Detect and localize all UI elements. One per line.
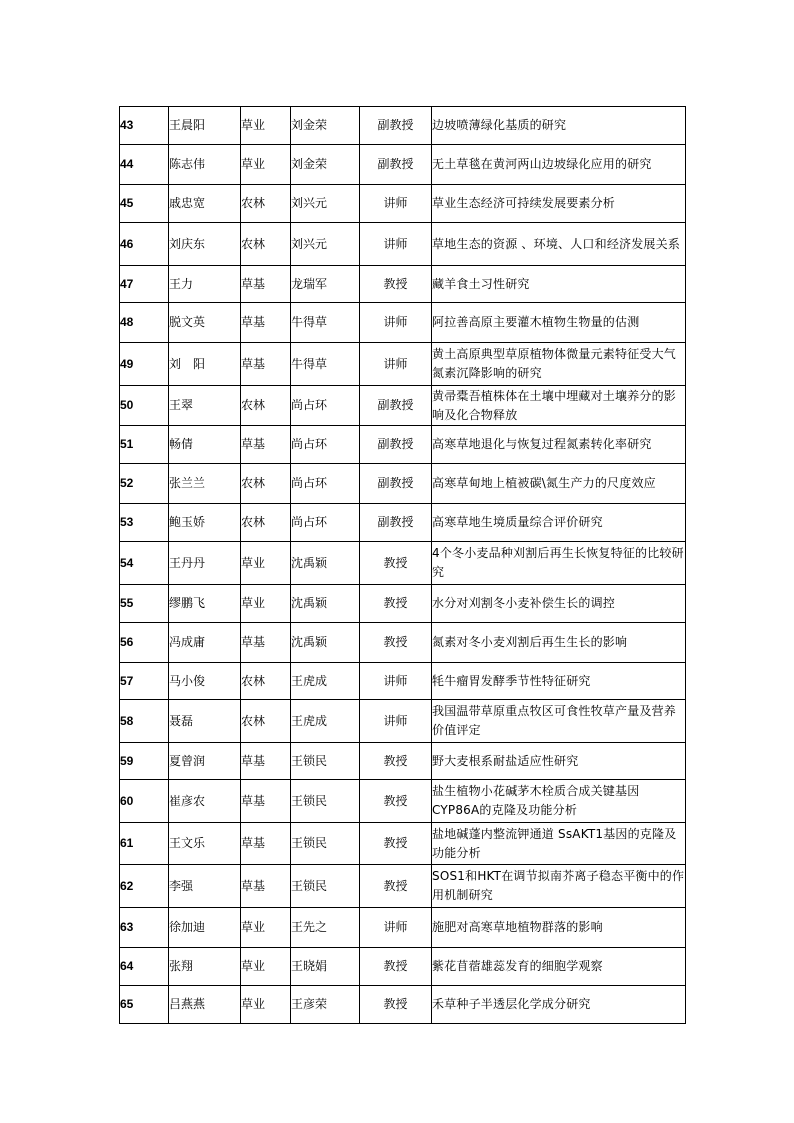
advisor-title: 副教授 — [360, 504, 432, 542]
table-row — [120, 542, 686, 585]
department: 草业 — [241, 908, 291, 948]
department: 草基 — [241, 623, 291, 663]
advisor-name: 刘金荣 — [291, 107, 360, 145]
thesis-topic: 盐地碱蓬内整流钾通道 SsAKT1基因的克隆及功能分析 — [432, 823, 686, 865]
advisor-name: 沈禹颖 — [291, 585, 360, 623]
thesis-topic: 黄土高原典型草原植物体微量元素特征受大气氮素沉降影响的研究 — [432, 343, 686, 386]
department: 草业 — [241, 107, 291, 145]
row-number: 59 — [120, 743, 169, 780]
row-number: 55 — [120, 585, 169, 623]
advisor-name: 沈禹颖 — [291, 623, 360, 663]
thesis-topic: 无土草毯在黄河两山边坡绿化应用的研究 — [432, 145, 686, 185]
student-name: 李强 — [169, 865, 241, 908]
advisor-title: 教授 — [360, 585, 432, 623]
advisor-name: 王先之 — [291, 908, 360, 948]
advisor-title: 教授 — [360, 542, 432, 585]
advisor-name: 牛得草 — [291, 303, 360, 343]
thesis-topic: 草地生态的资源 、环境、人口和经济发展关系 — [432, 223, 686, 266]
department: 草业 — [241, 986, 291, 1024]
thesis-topic: 牦牛瘤胃发酵季节性特征研究 — [432, 663, 686, 700]
student-name: 刘 阳 — [169, 343, 241, 386]
table-row — [120, 145, 686, 185]
advisor-name: 尚占环 — [291, 504, 360, 542]
advisor-title: 副教授 — [360, 426, 432, 464]
advisor-title: 讲师 — [360, 700, 432, 743]
thesis-topic: 紫花苜蓿雄蕊发育的细胞学观察 — [432, 948, 686, 986]
department: 草基 — [241, 743, 291, 780]
table-row — [120, 464, 686, 504]
advisor-name: 牛得草 — [291, 343, 360, 386]
table-row — [120, 623, 686, 663]
row-number: 48 — [120, 303, 169, 343]
advisor-name: 王锁民 — [291, 743, 360, 780]
advisor-name: 刘兴元 — [291, 185, 360, 223]
row-number: 54 — [120, 542, 169, 585]
advisor-title: 教授 — [360, 948, 432, 986]
advisor-title: 副教授 — [360, 464, 432, 504]
advisor-name: 沈禹颖 — [291, 542, 360, 585]
department: 草基 — [241, 266, 291, 303]
thesis-topic: 施肥对高寒草地植物群落的影响 — [432, 908, 686, 948]
department: 草基 — [241, 303, 291, 343]
table-row — [120, 743, 686, 780]
table-row — [120, 185, 686, 223]
advisor-name: 刘金荣 — [291, 145, 360, 185]
student-name: 王力 — [169, 266, 241, 303]
row-number: 44 — [120, 145, 169, 185]
student-name: 脱文英 — [169, 303, 241, 343]
thesis-topic: 野大麦根系耐盐适应性研究 — [432, 743, 686, 780]
department: 草基 — [241, 780, 291, 823]
department: 草基 — [241, 343, 291, 386]
department: 农林 — [241, 464, 291, 504]
table-row — [120, 700, 686, 743]
row-number: 51 — [120, 426, 169, 464]
advisor-name: 王虎成 — [291, 663, 360, 700]
student-name: 王文乐 — [169, 823, 241, 865]
advisor-name: 龙瑞军 — [291, 266, 360, 303]
advisor-title: 教授 — [360, 266, 432, 303]
student-name: 王丹丹 — [169, 542, 241, 585]
table-row — [120, 585, 686, 623]
row-number: 52 — [120, 464, 169, 504]
row-number: 49 — [120, 343, 169, 386]
thesis-topic: SOS1和HKT在调节拟南芥离子稳态平衡中的作用机制研究 — [432, 865, 686, 908]
advisor-name: 王锁民 — [291, 865, 360, 908]
student-name: 王晨阳 — [169, 107, 241, 145]
thesis-topic: 草业生态经济可持续发展要素分析 — [432, 185, 686, 223]
thesis-topic: 我国温带草原重点牧区可食性牧草产量及营养价值评定 — [432, 700, 686, 743]
thesis-topic: 高寒草地生境质量综合评价研究 — [432, 504, 686, 542]
advisor-title: 讲师 — [360, 223, 432, 266]
advisor-name: 尚占环 — [291, 464, 360, 504]
thesis-topic: 氮素对冬小麦刈割后再生生长的影响 — [432, 623, 686, 663]
advisor-name: 王虎成 — [291, 700, 360, 743]
row-number: 62 — [120, 865, 169, 908]
department: 农林 — [241, 185, 291, 223]
advisor-name: 王晓娟 — [291, 948, 360, 986]
thesis-topic: 盐生植物小花碱茅木栓质合成关键基因CYP86A的克隆及功能分析 — [432, 780, 686, 823]
row-number: 65 — [120, 986, 169, 1024]
advisor-title: 副教授 — [360, 107, 432, 145]
department: 草业 — [241, 542, 291, 585]
student-advisor-table — [119, 106, 686, 1024]
table-row — [120, 823, 686, 865]
row-number: 64 — [120, 948, 169, 986]
department: 农林 — [241, 700, 291, 743]
department: 农林 — [241, 223, 291, 266]
department: 草基 — [241, 823, 291, 865]
advisor-title: 讲师 — [360, 303, 432, 343]
thesis-topic: 高寒草甸地上植被碳\氮生产力的尺度效应 — [432, 464, 686, 504]
row-number: 45 — [120, 185, 169, 223]
row-number: 56 — [120, 623, 169, 663]
row-number: 53 — [120, 504, 169, 542]
advisor-title: 副教授 — [360, 386, 432, 426]
student-name: 徐加迪 — [169, 908, 241, 948]
advisor-title: 教授 — [360, 623, 432, 663]
student-name: 马小俊 — [169, 663, 241, 700]
thesis-topic: 藏羊食土习性研究 — [432, 266, 686, 303]
advisor-name: 刘兴元 — [291, 223, 360, 266]
department: 农林 — [241, 663, 291, 700]
student-name: 刘庆东 — [169, 223, 241, 266]
student-name: 张翔 — [169, 948, 241, 986]
table-row — [120, 266, 686, 303]
advisor-name: 尚占环 — [291, 426, 360, 464]
thesis-topic: 阿拉善高原主要灌木植物生物量的估测 — [432, 303, 686, 343]
row-number: 47 — [120, 266, 169, 303]
table-row — [120, 948, 686, 986]
thesis-topic: 边坡喷薄绿化基质的研究 — [432, 107, 686, 145]
table-row — [120, 343, 686, 386]
advisor-title: 讲师 — [360, 663, 432, 700]
table-row — [120, 504, 686, 542]
thesis-topic: 高寒草地退化与恢复过程氮素转化率研究 — [432, 426, 686, 464]
row-number: 63 — [120, 908, 169, 948]
student-name: 鲍玉娇 — [169, 504, 241, 542]
student-name: 陈志伟 — [169, 145, 241, 185]
row-number: 60 — [120, 780, 169, 823]
table-row — [120, 908, 686, 948]
advisor-name: 尚占环 — [291, 386, 360, 426]
department: 草基 — [241, 865, 291, 908]
advisor-name: 王锁民 — [291, 823, 360, 865]
student-name: 畅倩 — [169, 426, 241, 464]
student-name: 冯成庸 — [169, 623, 241, 663]
department: 草业 — [241, 948, 291, 986]
row-number: 57 — [120, 663, 169, 700]
advisor-name: 王锁民 — [291, 780, 360, 823]
thesis-topic: 水分对刈割冬小麦补偿生长的调控 — [432, 585, 686, 623]
advisor-name: 王彦荣 — [291, 986, 360, 1024]
table-row — [120, 386, 686, 426]
student-name: 戚忠宽 — [169, 185, 241, 223]
table-row — [120, 986, 686, 1024]
student-name: 夏曾润 — [169, 743, 241, 780]
row-number: 50 — [120, 386, 169, 426]
table-row — [120, 303, 686, 343]
department: 草业 — [241, 585, 291, 623]
advisor-title: 讲师 — [360, 185, 432, 223]
department: 农林 — [241, 386, 291, 426]
student-name: 崔彦农 — [169, 780, 241, 823]
row-number: 58 — [120, 700, 169, 743]
department: 草基 — [241, 426, 291, 464]
table-row — [120, 223, 686, 266]
advisor-title: 讲师 — [360, 343, 432, 386]
advisor-title: 教授 — [360, 743, 432, 780]
thesis-topic: 黄帚橐吾植株体在土壤中埋藏对土壤养分的影响及化合物释放 — [432, 386, 686, 426]
advisor-title: 教授 — [360, 823, 432, 865]
advisor-title: 讲师 — [360, 908, 432, 948]
table-body — [120, 107, 686, 1024]
advisor-title: 教授 — [360, 986, 432, 1024]
advisor-title: 教授 — [360, 780, 432, 823]
student-name: 王翠 — [169, 386, 241, 426]
student-name: 聂磊 — [169, 700, 241, 743]
thesis-topic: 禾草种子半透层化学成分研究 — [432, 986, 686, 1024]
thesis-topic: 4个冬小麦品种刈割后再生长恢复特征的比较研究 — [432, 542, 686, 585]
row-number: 46 — [120, 223, 169, 266]
table-row — [120, 426, 686, 464]
row-number: 43 — [120, 107, 169, 145]
department: 草业 — [241, 145, 291, 185]
advisor-title: 教授 — [360, 865, 432, 908]
table-row — [120, 865, 686, 908]
student-name: 吕燕燕 — [169, 986, 241, 1024]
department: 农林 — [241, 504, 291, 542]
table-row — [120, 107, 686, 145]
table-row — [120, 780, 686, 823]
student-name: 缪鹏飞 — [169, 585, 241, 623]
row-number: 61 — [120, 823, 169, 865]
advisor-title: 副教授 — [360, 145, 432, 185]
student-name: 张兰兰 — [169, 464, 241, 504]
table-row — [120, 663, 686, 700]
